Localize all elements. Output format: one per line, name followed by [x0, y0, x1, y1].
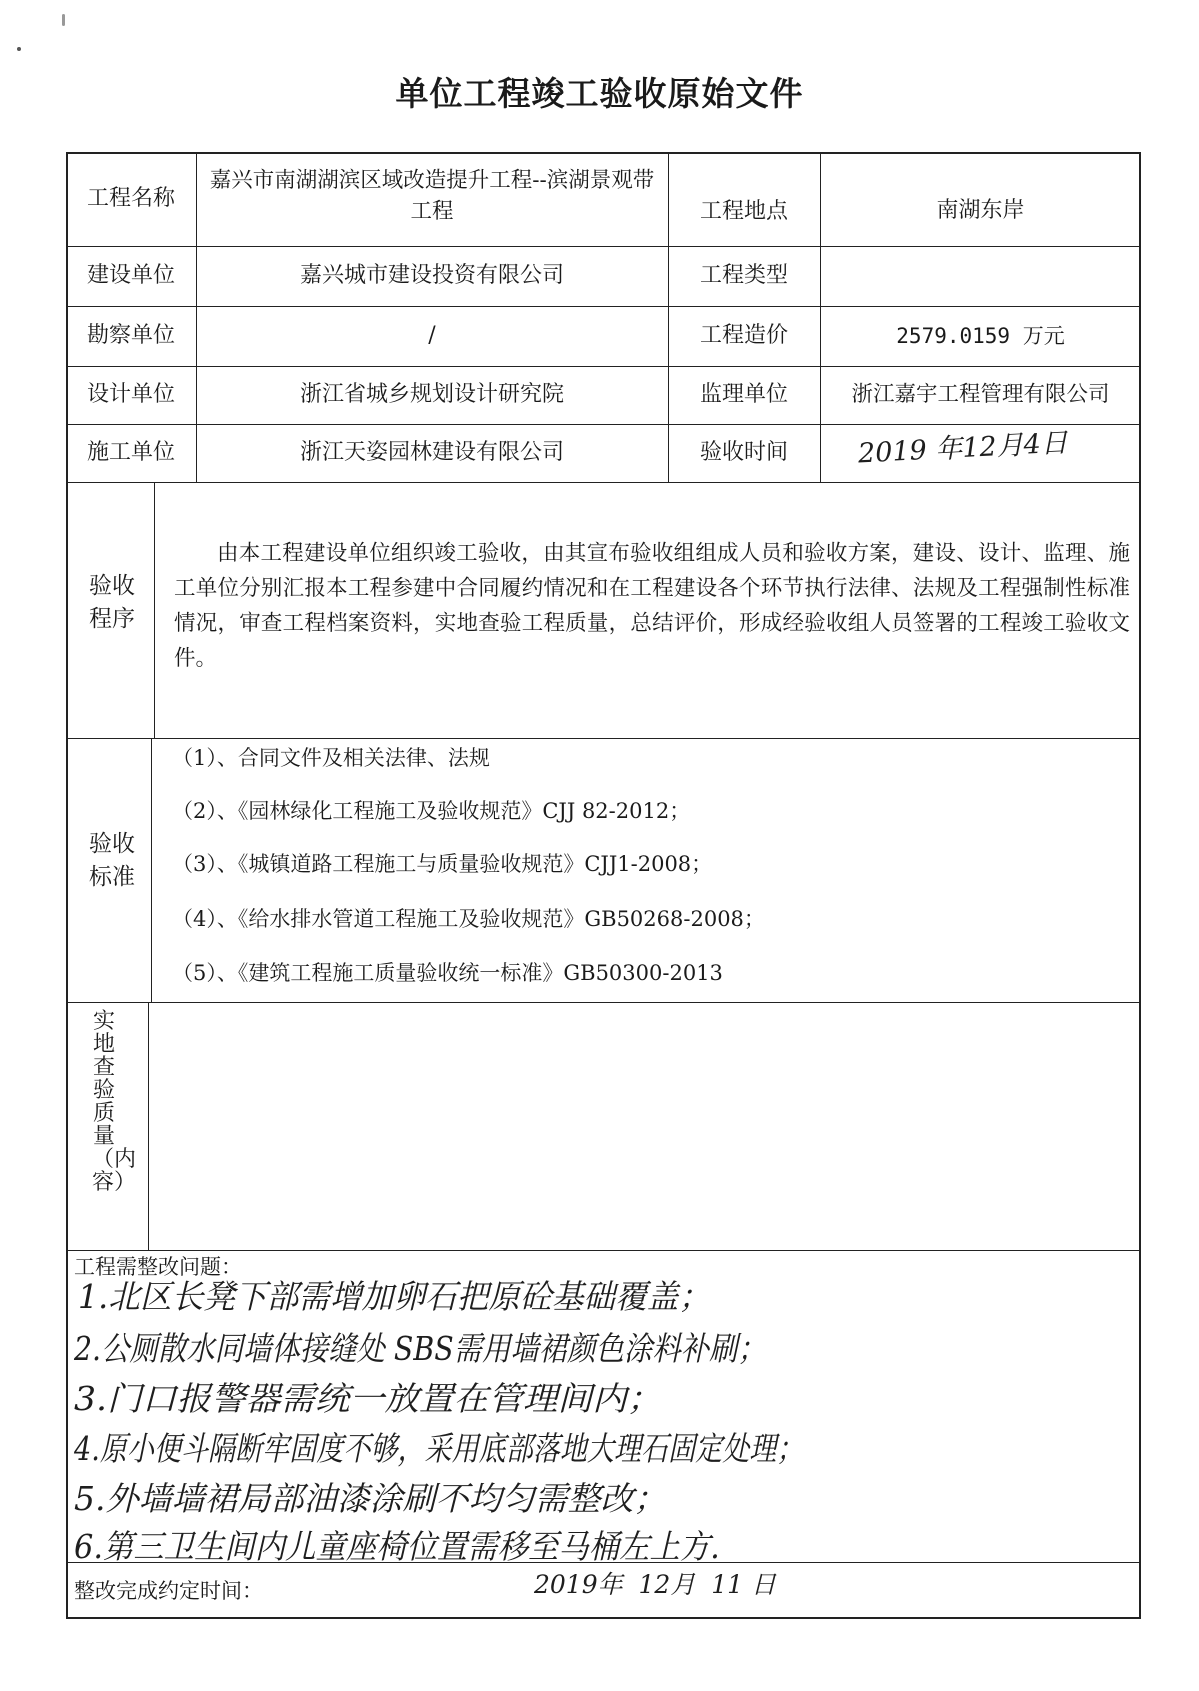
location-value: 南湖东岸	[936, 198, 1025, 223]
project-name-label: 工程名称	[86, 186, 175, 211]
row-divider	[66, 1002, 1141, 1003]
design-value: 浙江省城乡规划设计研究院	[299, 382, 564, 407]
builder-label: 建设单位	[86, 263, 175, 288]
type-value	[820, 246, 1141, 306]
builder-value: 嘉兴城市建设投资有限公司	[299, 263, 564, 288]
inspection-label	[84, 1009, 137, 1196]
rectification-item: 3.门口报警器需统一放置在管理间内；	[74, 1379, 662, 1418]
cost-value: 2579.0159 万元	[896, 324, 1065, 348]
scan-speck	[62, 14, 65, 26]
acceptance-time-label: 验收时间	[699, 440, 788, 465]
rectification-item: 4.原小便斗隔断牢固度不够，采用底部落地大理石固定处理；	[74, 1429, 804, 1468]
standards-label-text: 验收标准	[89, 831, 135, 890]
location-label: 工程地点	[699, 199, 788, 224]
deadline-label: 整改完成约定时间：	[74, 1579, 263, 1603]
procedure-label-text: 验收程序	[89, 573, 135, 632]
rectification-item: 1.北区长凳下部需增加卵石把原砼基础覆盖；	[78, 1277, 711, 1316]
scan-speck	[17, 47, 21, 51]
col-divider	[148, 1002, 149, 1250]
deadline-handwritten: 2019年 12月 11 日	[534, 1570, 776, 1599]
cost-label: 工程造价	[699, 323, 788, 348]
supervisor-label: 监理单位	[699, 382, 788, 407]
standard-item: （4）、《给水排水管道工程施工及验收规范》GB50268-2008；	[172, 907, 765, 931]
rectification-heading: 工程需整改问题：	[74, 1255, 242, 1279]
inspection-content	[160, 1010, 1130, 1240]
row-divider	[66, 738, 1141, 739]
inspection-label-text: 实地查验质量（内容）	[92, 1009, 137, 1195]
project-name-value: 嘉兴市南湖湖滨区域改造提升工程--滨湖景观带工程	[209, 168, 655, 224]
survey-value: /	[428, 323, 436, 348]
col-divider	[154, 482, 155, 738]
document-title: 单位工程竣工验收原始文件	[395, 74, 804, 113]
rectification-item: 5.外墙墙裙局部油漆涂刷不均匀需整改；	[74, 1479, 667, 1518]
supervisor-value: 浙江嘉宇工程管理有限公司	[851, 382, 1110, 407]
standards-label	[80, 828, 144, 894]
type-label: 工程类型	[699, 263, 788, 288]
standard-item: （2）、《园林绿化工程施工及验收规范》CJJ 82-2012；	[172, 799, 691, 823]
procedure-label	[80, 570, 144, 636]
procedure-text: 由本工程建设单位组织竣工验收，由其宣布验收组组成人员和验收方案，建设、设计、监理、施工单位分别汇报本工程参建中合同履约情况和在工程建设各个环节执行法律、法规及工程强制性标准情况，审查工程档案资料，实地查验工程质量，总结评价，形成经验收组人员签署的工程竣工验收文件。	[174, 541, 1130, 671]
acceptance-time-handwritten: 2019 年12月4日	[857, 427, 1069, 470]
row-divider	[66, 482, 1141, 483]
rectification-item: 2.公厕散水同墙体接缝处 SBS需用墙裙颜色涂料补刷；	[74, 1329, 766, 1368]
survey-label: 勘察单位	[86, 323, 175, 348]
col-divider	[151, 738, 152, 1002]
design-label: 设计单位	[86, 382, 175, 407]
rectification-item: 6.第三卫生间内儿童座椅位置需移至马桶左上方.	[74, 1527, 720, 1566]
standard-item: （1）、合同文件及相关法律、法规	[172, 746, 490, 770]
standard-item: （5）、《建筑工程施工质量验收统一标准》GB50300-2013	[172, 961, 723, 985]
standard-item: （3）、《城镇道路工程施工与质量验收规范》CJJ1-2008；	[172, 852, 713, 876]
construction-label: 施工单位	[86, 440, 175, 465]
construction-value: 浙江天姿园林建设有限公司	[299, 440, 564, 465]
